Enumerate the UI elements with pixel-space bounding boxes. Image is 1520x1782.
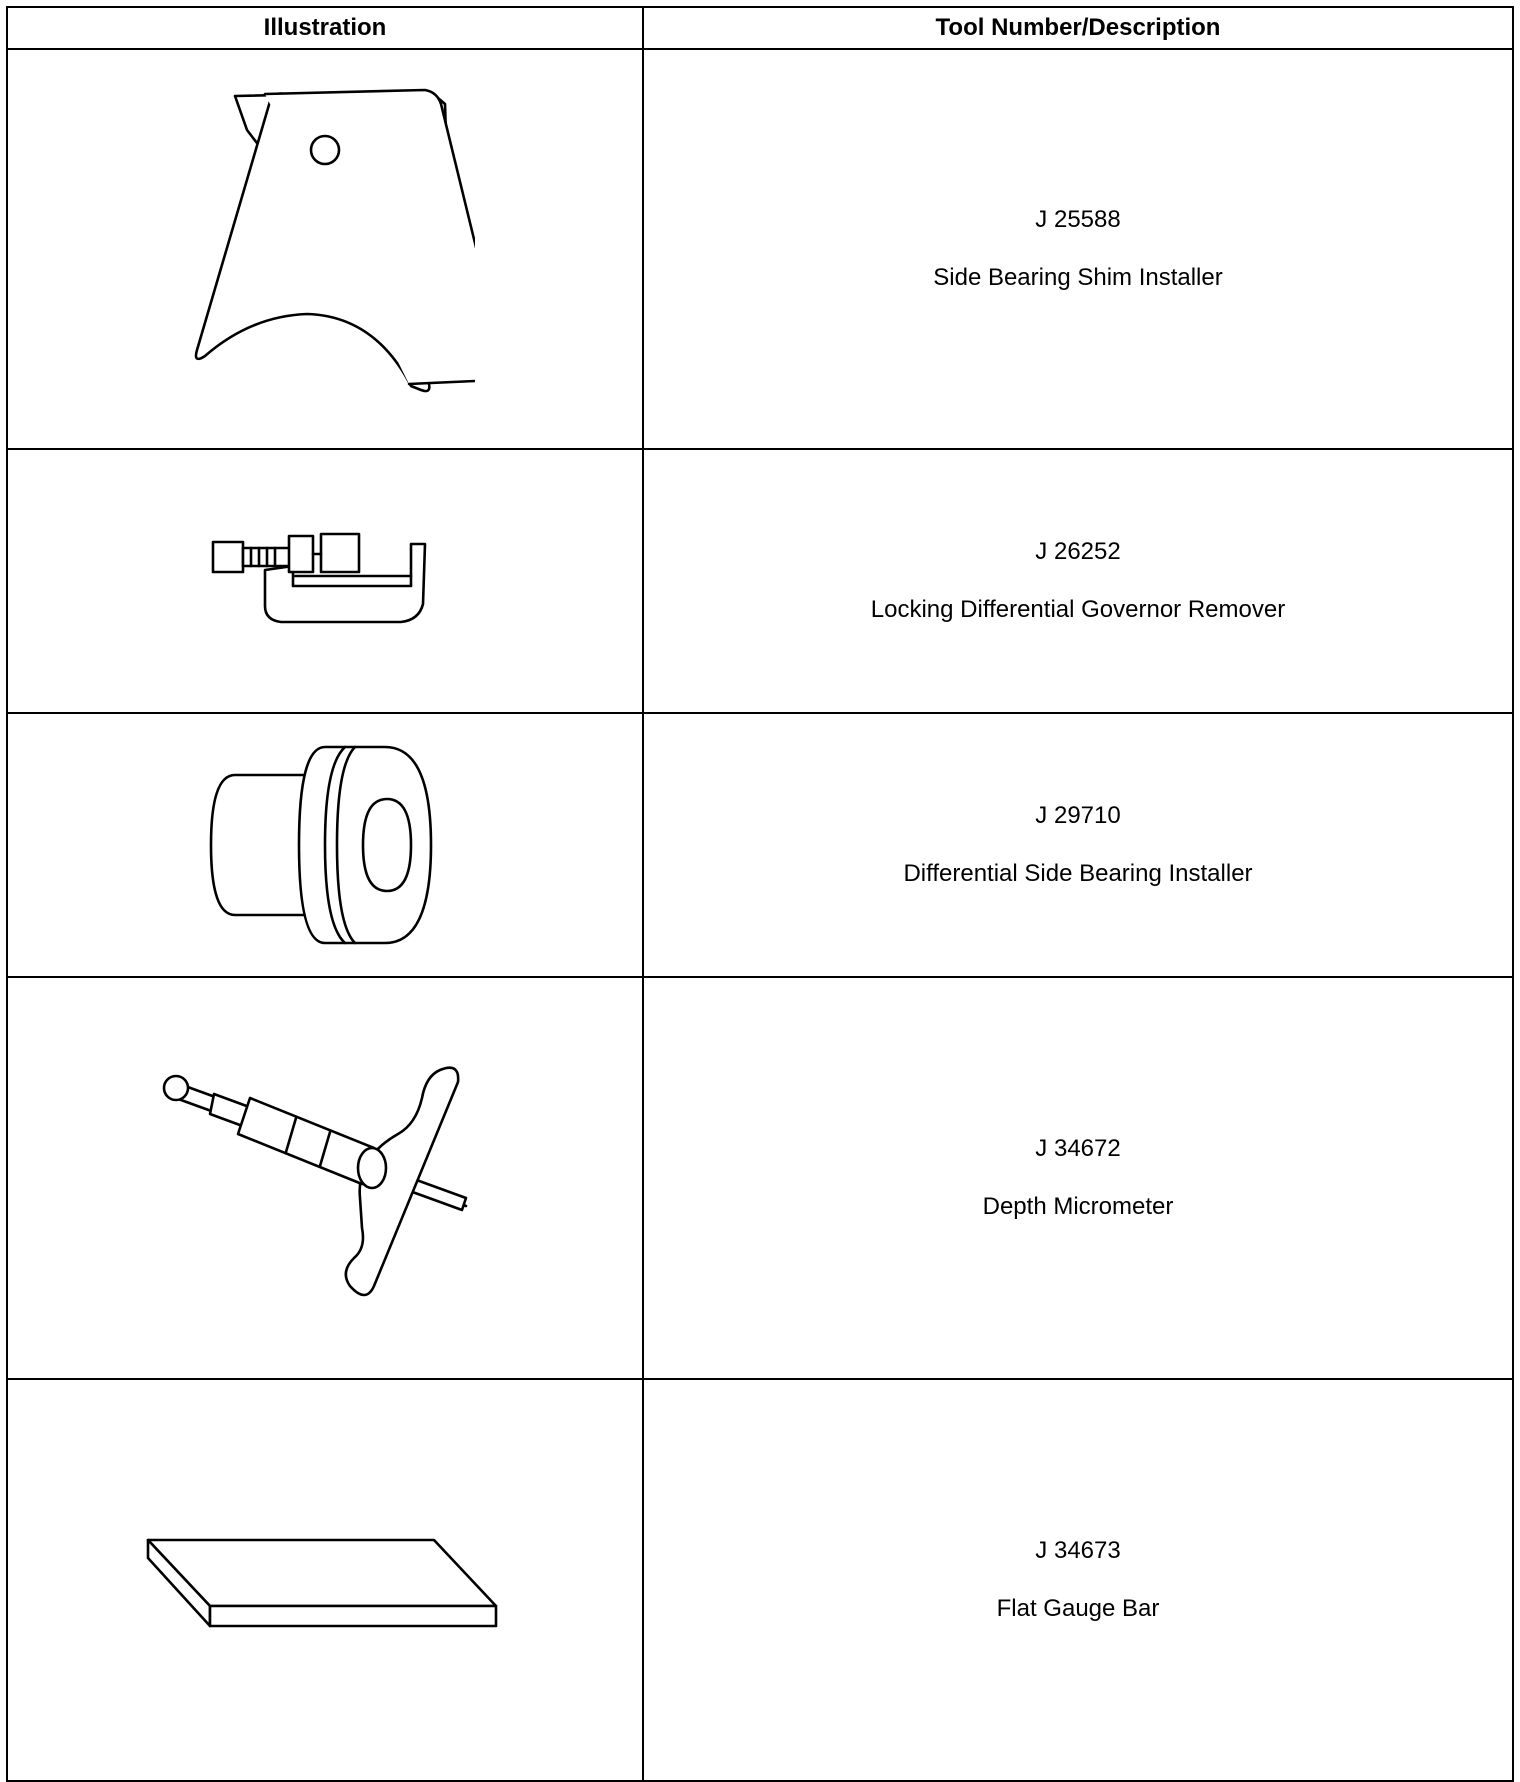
illustration-cell [7,713,643,977]
tool-number: J 34673 [1035,1537,1121,1564]
table-row [7,449,1513,713]
tool-number: J 29710 [1035,802,1121,829]
header-tool-number-description: Tool Number/Description [643,7,1513,49]
tool-number: J 34672 [1035,1135,1121,1162]
illustration-cell [7,49,643,449]
bearing-installer-icon [205,745,445,945]
table-row [7,1379,1513,1781]
tool-number: J 26252 [1035,538,1121,565]
gauge-bar-icon [140,1520,510,1640]
description-cell [643,713,1513,977]
table-row [7,713,1513,977]
tool-description: Flat Gauge Bar [996,1595,1160,1622]
illustration-cell [7,449,643,713]
tool-description: Side Bearing Shim Installer [933,264,1223,291]
table-row [7,977,1513,1379]
table-row [7,49,1513,449]
governor-remover-icon [205,526,445,636]
tool-description: Differential Side Bearing Installer [903,860,1253,887]
header-row [7,7,1513,49]
illustration-cell [7,1379,643,1781]
depth-micrometer-icon [160,1058,490,1298]
tool-description: Depth Micrometer [982,1193,1174,1220]
header-illustration: Illustration [7,7,643,49]
description-cell [643,449,1513,713]
description-cell [643,49,1513,449]
tool-number: J 25588 [1035,206,1121,233]
description-cell [643,977,1513,1379]
shim-installer-icon [175,64,475,434]
illustration-cell [7,977,643,1379]
tool-description: Locking Differential Governor Remover [870,596,1286,623]
description-cell [643,1379,1513,1781]
tool-table [6,6,1514,1782]
